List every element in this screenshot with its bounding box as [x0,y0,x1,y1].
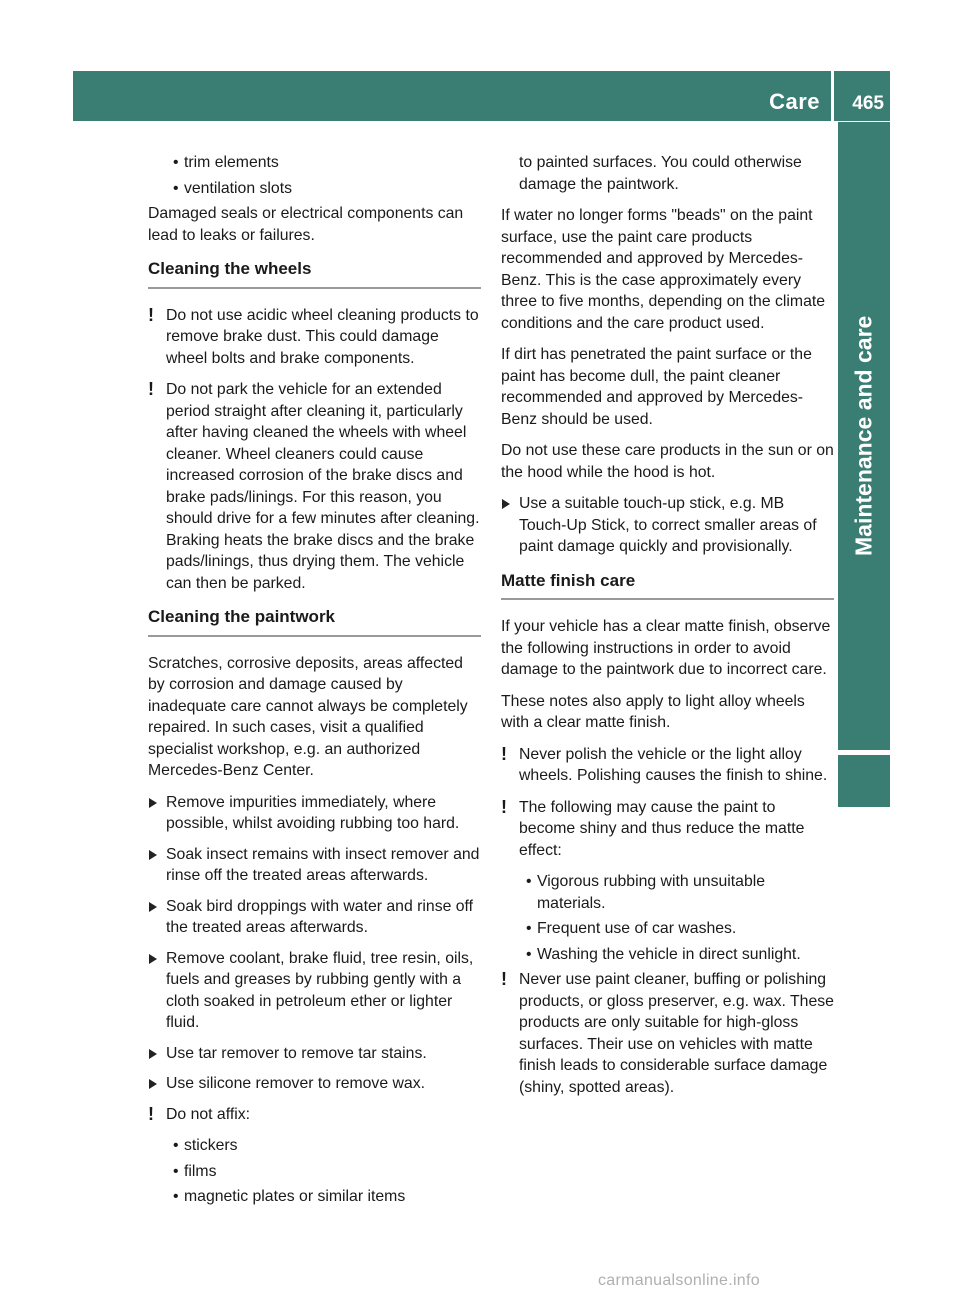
instruction-step: Soak bird droppings with water and rinse off the treated areas afterwards. [148,896,481,939]
header-divider [831,71,834,121]
paragraph: These notes also apply to light alloy wheels with a clear matte finish. [501,692,805,731]
warning-note [501,797,834,862]
watermark: carmanualsonline.info [598,1272,760,1289]
paragraph: If your vehicle has a clear matte finish, observe the following instructions in order to avoid damage to the paintwork due to incorrect care. [501,618,831,678]
warning-text: The following may cause the paint to become shiny and thus reduce the matte effect: [519,798,805,859]
instruction-step: Use tar remover to remove tar stains. [148,1043,481,1065]
warning-note [148,305,481,370]
chapter-tab-label: Maintenance and care [850,315,877,557]
instruction-step: Use silicone remover to remove wax. [148,1073,481,1095]
heading-cleaning-wheels: Cleaning the wheels [148,258,481,289]
paragraph: If dirt has penetrated the paint surface or the paint has become dull, the paint cleaner recommended and approved by Mercedes-Benz should be used. [501,346,812,428]
page-number: 465 [852,93,884,114]
paragraph: Do not use these care products in the sun or on the hood while the hood is hot. [501,442,834,481]
chapter-tab-marker [838,755,890,807]
list-item: • magnetic plates or similar items [166,1186,481,1208]
warning-text: Do not park the vehicle for an extended period straight after cleaning it, particularly after having cleaned the wheels with wheel cleaner. Wheel cleaners could cause increased corrosion of the brake discs and brake pads/linings. For this reason, you should drive for a few minutes after cleaning. Braking heats the brake discs and the brake pads/linings, thus drying them. The vehicle can then be parked. [166,381,480,592]
chapter-tab [838,122,890,750]
warning-text: Do not affix: [166,1105,251,1123]
warning-icon: ! [501,743,507,764]
warning-text: Never polish the vehicle or the light alloy wheels. Polishing causes the finish to shine. [519,745,828,784]
warning-icon: ! [148,379,154,399]
warning-note [148,379,481,594]
warning-text: Never use paint cleaner, buffing or polishing products, or gloss preserver, e.g. wax. These products are only suitable for high-gloss surfaces. Their use on vehicles with matte finish leads to considerable surface damage (shiny, spotted areas). [519,971,834,1096]
instruction-step: Use a suitable touch-up stick, e.g. MB Touch-Up Stick, to correct smaller areas of paint damage quickly and provisionally. [501,493,834,558]
paragraph: Scratches, corrosive deposits, areas affected by corrosion and damage caused by inadequate care cannot always be completely repaired. In such cases, visit a qualified specialist workshop, e.g. an authorized Mercedes-Benz Center. [148,654,468,779]
heading-cleaning-paintwork: Cleaning the paintwork [148,606,481,637]
warning-icon: ! [148,304,154,325]
instruction-step: Remove impurities immediately, where possible, whilst avoiding rubbing too hard. [148,792,481,835]
header-bar [73,71,890,121]
paragraph: Damaged seals or electrical components can lead to leaks or failures. [148,205,464,244]
right-column [501,152,834,1108]
warning-text: Do not use acidic wheel cleaning products to remove brake dust. This could damage wheel bolts and brake components. [166,306,479,367]
warning-note [501,969,834,1098]
instruction-step: Remove coolant, brake fluid, tree resin, oils, fuels and greases by rubbing gently with a cloth soaked in petroleum ether or lighter fluid. [148,948,481,1034]
list-item: • stickers [166,1135,481,1157]
list-item: • ventilation slots [166,178,481,200]
warning-icon: ! [148,1103,154,1124]
heading-matte-finish: Matte finish care [501,570,834,601]
list-item: • Vigorous rubbing with unsuitable materials. [519,871,834,914]
warning-icon: ! [501,796,507,817]
left-column [148,152,481,1212]
warning-icon: ! [501,969,507,989]
paragraph: If water no longer forms "beads" on the paint surface, use the paint care products recommended and approved by Mercedes-Benz. This is the case approximately every three to five months, depending on the climate conditions and the care product used. [501,207,826,332]
section-title: Care [769,89,820,114]
continued-text: to painted surfaces. You could otherwise damage the paintwork. [519,154,802,193]
instruction-step: Soak insect remains with insect remover and rinse off the treated areas afterwards. [148,844,481,887]
list-item: • Washing the vehicle in direct sunlight. [519,944,834,966]
warning-note [501,744,834,787]
list-item: • trim elements [166,152,481,174]
list-item: • Frequent use of car washes. [519,918,834,940]
list-item: • films [166,1161,481,1183]
warning-note [148,1104,481,1126]
